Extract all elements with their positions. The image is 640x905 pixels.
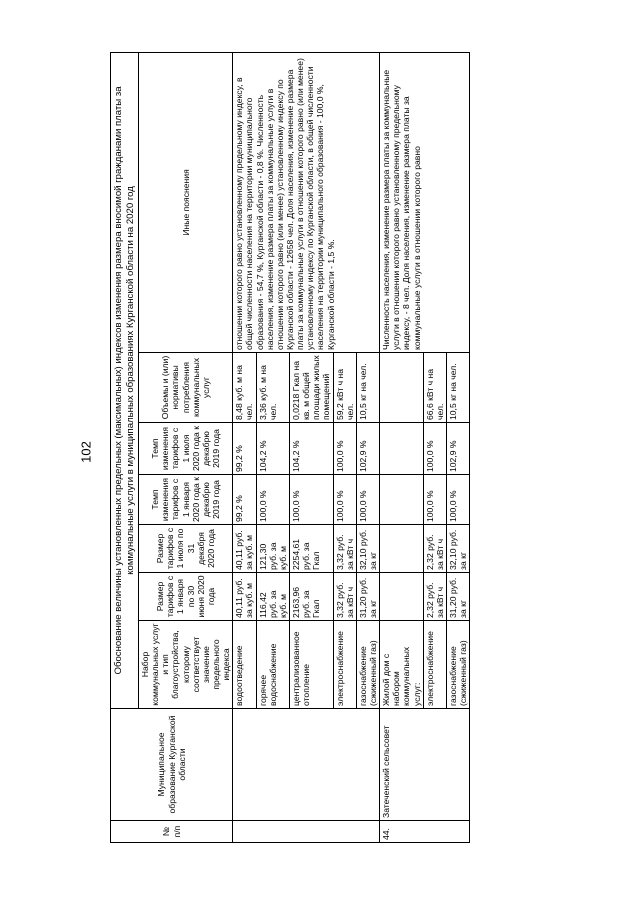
cell-service: газоснабжение (сжиженный газ) [446, 621, 469, 709]
cell-rate1: 100,0 % [356, 475, 379, 525]
cell-service: централизованное отопление [289, 621, 333, 709]
col-header-set: Набор коммунальных услуг и тип благоустройства, которому соответствует значение предельного индекса [139, 621, 233, 709]
cell-volume: 10,5 кг на чел. [356, 353, 379, 423]
cell-volume: 8,48 куб. м на чел. [233, 353, 256, 423]
cell-num: 44. [380, 821, 470, 843]
cell-num [233, 821, 380, 843]
header-row-1 [111, 52, 139, 842]
table-title: Обоснование величины установленных предельных (максимальных) индексов изменения размера вносимой гражданами платы за коммунальные услуги в муниципальных образованиях Курганской области на 2020 год [111, 52, 139, 708]
cell-service: газоснабжение (сжиженный газ) [356, 621, 379, 709]
cell-tariff1 [380, 573, 424, 621]
cell-volume [380, 353, 424, 423]
cell-tariff2: 32,10 руб. за кг [446, 525, 469, 573]
tariff-table [110, 52, 470, 843]
page-number: 102 [78, 441, 94, 463]
col-header-num: № п/п [111, 821, 233, 843]
cell-rate1: 100,0 % [256, 475, 289, 525]
cell-municipality: Затеченский сельсовет [380, 709, 470, 821]
cell-rate2: 104,2 % [256, 423, 289, 475]
cell-tariff1: 31,20 руб. за кг [446, 573, 469, 621]
cell-service: электроснабжение [423, 621, 446, 709]
col-header-rate2: Темп изменения тарифов с 1 июля 2020 года к декабрю 2019 года [139, 423, 233, 475]
cell-rate1: 100,0 % [423, 475, 446, 525]
cell-volume: 59,2 кВт ч на чел. [333, 353, 356, 423]
cell-notes: Численность населения, изменение размера платы за коммунальные услуги в отношении которого равно установленному предельному индексу, - 8 чел. Доля населения, изменение размера платы за коммунальные услуги в отношении которого равно [380, 52, 470, 352]
cell-notes: отношении которого равно установленному предельному индексу, в общей численности населения на территории муниципального образования - 54,7 %, Курганской области - 0,8 %. Численность населения, изменение размера платы за коммунальные услуги в отношении которого равно (или менее) установленному индексу по Курганской области - 12658 чел. Доля населения, изменение размера платы за коммунальные услуги в отношении которого равно (или менее) установленному индексу по Курганской области, в общей численности населения на территории муниципального образования - 100,0 %, Курганской области - 1,5 %. [233, 52, 380, 352]
col-header-municipality: Муниципальное образование Курганской области [111, 709, 233, 821]
cell-tariff1: 116,42 руб. за куб. м [256, 573, 289, 621]
cell-volume: 3,36 куб. м на чел. [256, 353, 289, 423]
cell-tariff1: 2,32 руб. за кВт ч [423, 573, 446, 621]
cell-volume: 10,5 кг на чел. [446, 353, 469, 423]
col-header-rate1: Темп изменения тарифов с 1 января 2020 года к декабрю 2019 года [139, 475, 233, 525]
cell-volume: 0,0218 Гкал на кв. м общей площади жилых помещений [289, 353, 333, 423]
cell-tariff2: 2254,61 руб. за Гкал [289, 525, 333, 573]
cell-rate2: 100,0 % [333, 423, 356, 475]
cell-rate2: 104,2 % [289, 423, 333, 475]
cell-tariff1: 3,32 руб. за кВт ч [333, 573, 356, 621]
cell-rate2: 102,9 % [356, 423, 379, 475]
cell-tariff1: 40,11 руб. за куб. м [233, 573, 256, 621]
cell-volume: 66,6 кВт ч на чел. [423, 353, 446, 423]
cell-rate1: 99,2 % [233, 475, 256, 525]
cell-service: горячее водоснабжение [256, 621, 289, 709]
cell-rate2: 100,0 % [423, 423, 446, 475]
cell-rate2: 102,9 % [446, 423, 469, 475]
col-header-volumes: Объемы и (или) нормативы потребления коммунальных услуг [139, 353, 233, 423]
table-row [233, 52, 256, 842]
cell-service: электроснабжение [333, 621, 356, 709]
col-header-tariff1: Размер тарифов с 1 января по 30 июня 2020 года [139, 573, 233, 621]
cell-service-group-header: Жилой дом с набором коммунальных услуг: [380, 621, 424, 709]
cell-rate1 [380, 475, 424, 525]
cell-tariff2: 3,32 руб. за кВт ч [333, 525, 356, 573]
cell-rate1: 100,0 % [333, 475, 356, 525]
cell-rate1: 100,0 % [289, 475, 333, 525]
col-header-notes: Иные пояснения [139, 52, 233, 352]
cell-rate2 [380, 423, 424, 475]
cell-municipality [233, 709, 380, 821]
cell-tariff2: 32,10 руб. за кг [356, 525, 379, 573]
col-header-tariff2: Размер тарифов с 1 июля по 31 декабря 2020 года [139, 525, 233, 573]
table-row [380, 52, 424, 842]
cell-tariff2: 40,11 руб. за куб. м [233, 525, 256, 573]
cell-tariff2: 2,32 руб. за кВт ч [423, 525, 446, 573]
rotated-table-container [110, 53, 517, 843]
cell-rate1: 100,0 % [446, 475, 469, 525]
cell-tariff1: 31,20 руб. за кг [356, 573, 379, 621]
cell-tariff2 [380, 525, 424, 573]
cell-service: водоотведение [233, 621, 256, 709]
cell-tariff1: 2163,96 руб. за Гкал [289, 573, 333, 621]
cell-tariff2: 121,30 руб. за куб. м [256, 525, 289, 573]
cell-rate2: 99,2 % [233, 423, 256, 475]
